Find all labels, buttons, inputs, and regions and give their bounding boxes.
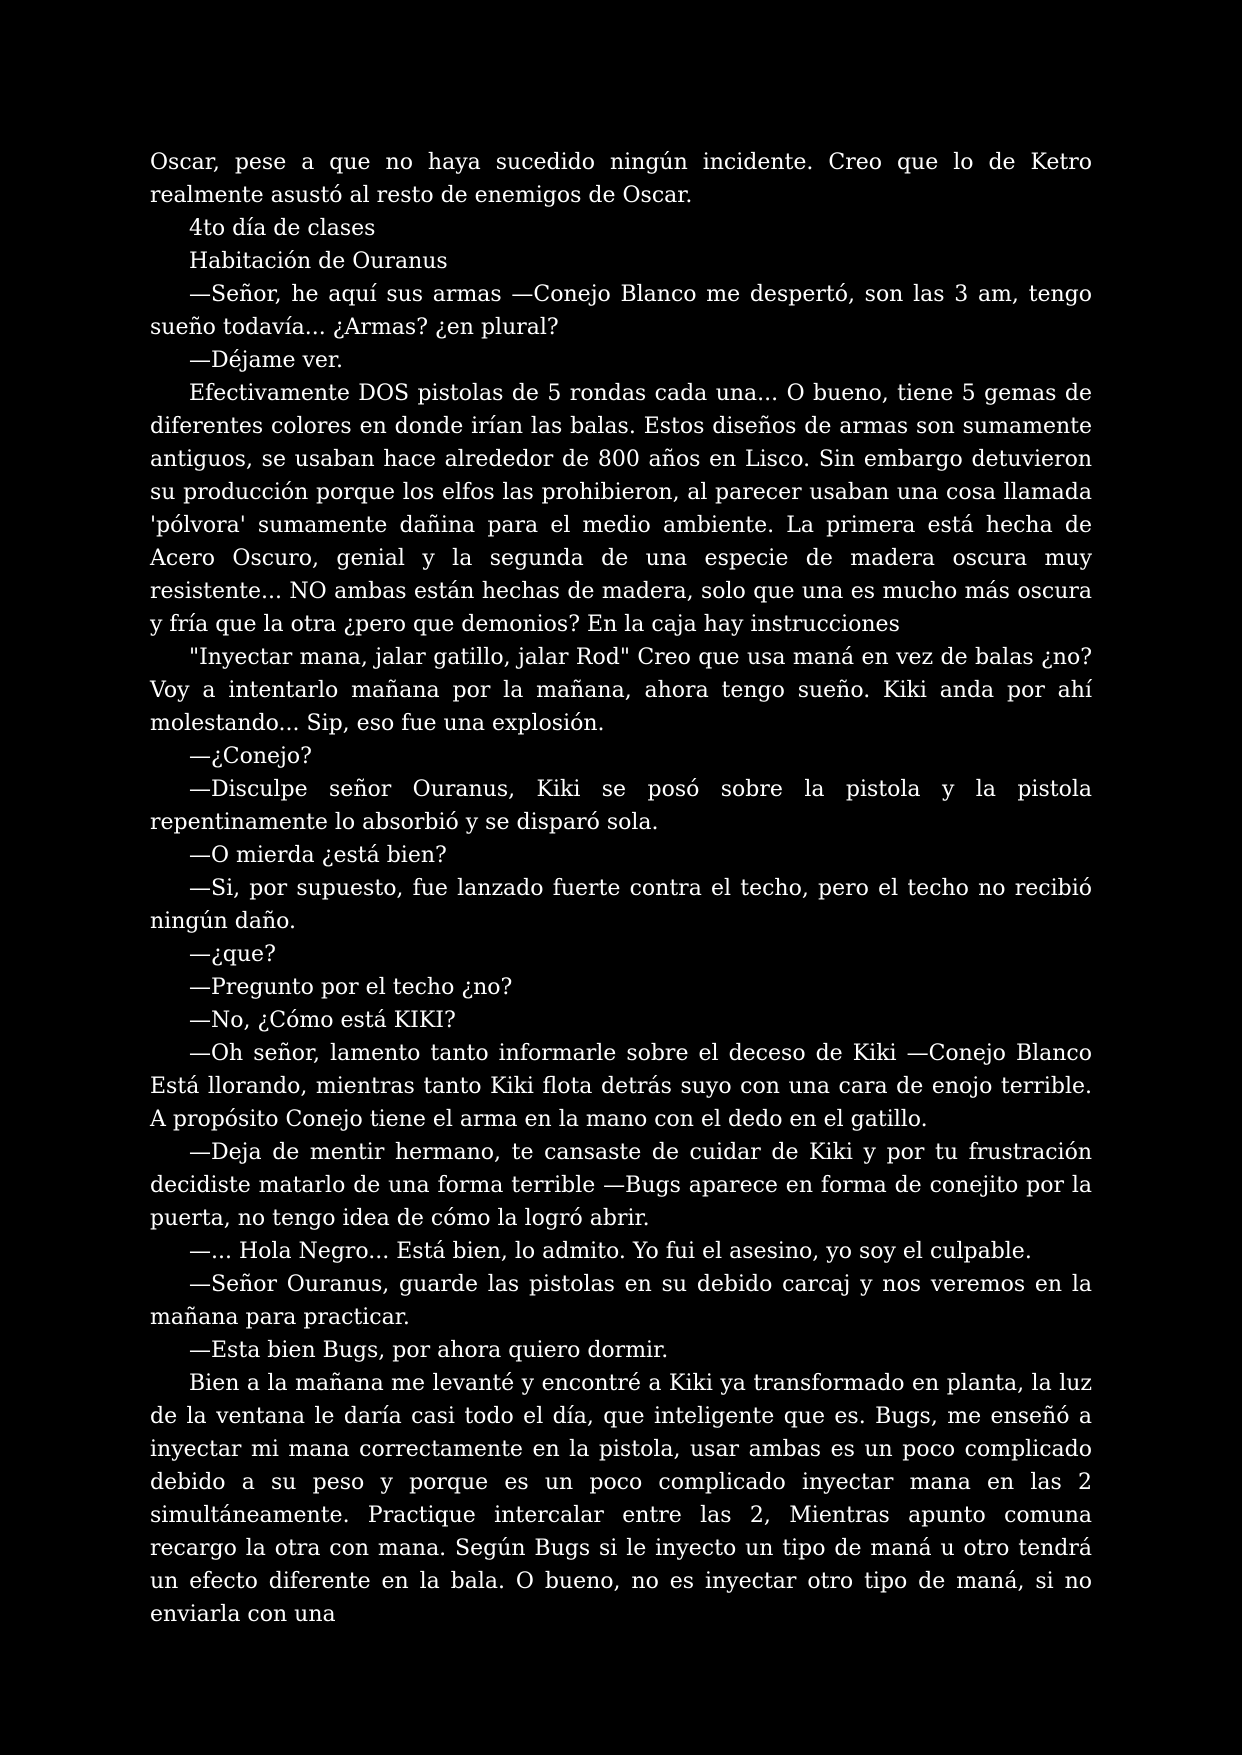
dialogue-line: —Déjame ver. [189, 348, 344, 373]
dialogue-line: —Deja de mentir hermano, te cansaste de cuidar de Kiki y por tu frustración decidiste matarlo de una forma terrible —Bugs aparece en forma de conejito por la puerta, no tengo idea de cómo la logró abrir. [150, 1140, 1092, 1231]
dialogue-line: —¿Conejo? [189, 744, 312, 769]
dialogue-line: —Oh señor, lamento tanto informarle sobre el deceso de Kiki —Conejo Blanco Está llorando, mientras tanto Kiki flota detrás suyo con una cara de enojo terrible. A propósito Conejo tiene el arma en la mano con el dedo en el gatillo. [150, 1041, 1092, 1132]
dialogue-line: —¿que? [189, 942, 276, 967]
paragraph: Efectivamente DOS pistolas de 5 rondas cada una... O bueno, tiene 5 gemas de diferentes colores en donde irían las balas. Estos diseños de armas son sumamente antiguos, se usaban hace alrededor de 800 años en Lisco. Sin embargo detuvieron su producción porque los elfos las prohibieron, al parecer usaban una cosa llamada 'pólvora' sumamente dañina para el medio ambiente. La primera está hecha de Acero Oscuro, genial y la segunda de una especie de madera oscura muy resistente... NO ambas están hechas de madera, solo que una es mucho más oscura y fría que la otra ¿pero que demonios? En la caja hay instrucciones [150, 381, 1092, 637]
dialogue-line: —Señor Ouranus, guarde las pistolas en su debido carcaj y nos veremos en la mañana para practicar. [150, 1272, 1092, 1330]
dialogue-line: —Señor, he aquí sus armas —Conejo Blanco me despertó, son las 3 am, tengo sueño todavía... ¿Armas? ¿en plural? [150, 282, 1092, 340]
paragraph: "Inyectar mana, jalar gatillo, jalar Rod" Creo que usa maná en vez de balas ¿no? Voy a intentarlo mañana por la mañana, ahora tengo sueño. Kiki anda por ahí molestando... Sip, eso fue una explosión. [150, 645, 1092, 736]
dialogue-line: —Pregunto por el techo ¿no? [189, 975, 513, 1000]
dialogue-line: —No, ¿Cómo está KIKI? [189, 1008, 456, 1033]
paragraph: Bien a la mañana me levanté y encontré a Kiki ya transformado en planta, la luz de la ventana le daría casi todo el día, que inteligente que es. Bugs, me enseñó a inyectar mi mana correctamente en la pistola, usar ambas es un poco complicado debido a su peso y porque es un poco complicado inyectar mana en las 2 simultáneamente. Practique intercalar entre las 2, Mientras apunto comuna recargo la otra con mana. Según Bugs si le inyecto un tipo de maná u otro tendrá un efecto diferente en la bala. O bueno, no es inyectar otro tipo de maná, si no enviarla con una [150, 1371, 1092, 1627]
dialogue-line: —... Hola Negro... Está bien, lo admito. Yo fui el asesino, yo soy el culpable. [189, 1239, 1032, 1264]
dialogue-line: —Si, por supuesto, fue lanzado fuerte contra el techo, pero el techo no recibió ningún daño. [150, 876, 1092, 934]
paragraph: Oscar, pese a que no haya sucedido ningún incidente. Creo que lo de Ketro realmente asustó al resto de enemigos de Oscar. [150, 150, 1092, 208]
dialogue-line: —Disculpe señor Ouranus, Kiki se posó sobre la pistola y la pistola repentinamente lo absorbió y se disparó sola. [150, 777, 1092, 835]
dialogue-line: —O mierda ¿está bien? [189, 843, 447, 868]
dialogue-line: —Esta bien Bugs, por ahora quiero dormir. [189, 1338, 669, 1363]
section-location: Habitación de Ouranus [189, 249, 448, 274]
document-page [150, 146, 1092, 1631]
section-heading: 4to día de clases [189, 216, 376, 241]
